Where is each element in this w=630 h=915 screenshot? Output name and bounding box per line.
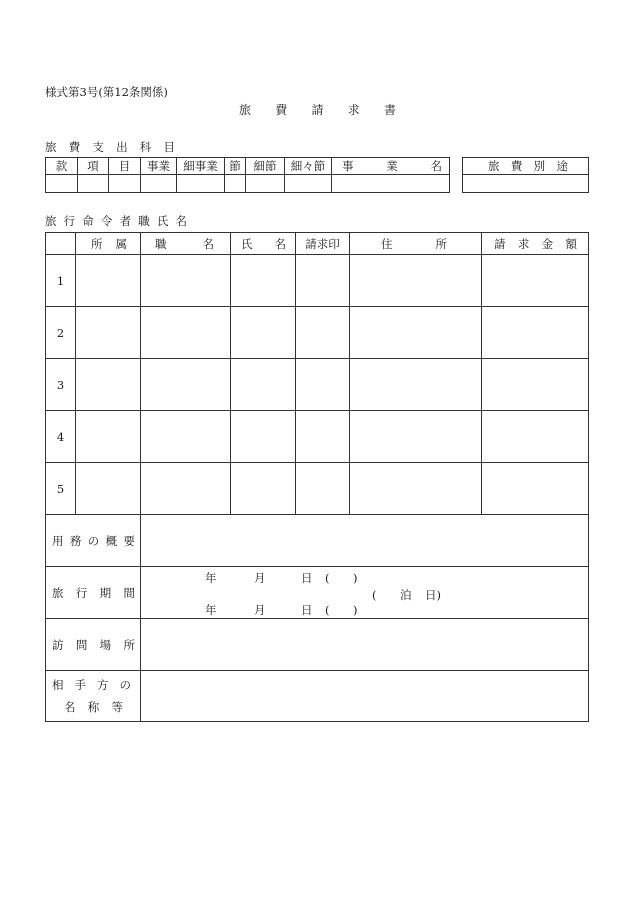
traveler-header-row-number [46, 233, 76, 255]
expense-cell-sai-jigyou [177, 175, 225, 193]
position-cell [141, 307, 231, 359]
department-cell [76, 359, 141, 411]
start-month-label: 月 [254, 571, 266, 585]
expense-header-sai-jigyou: 細事業 [177, 158, 225, 175]
start-year-label: 年 [205, 571, 217, 585]
expense-account-table [45, 157, 450, 193]
traveler-row [46, 307, 589, 359]
purpose-label: 用 務 の 概 要 [46, 515, 141, 567]
place-row [46, 619, 589, 671]
counterpart-row [46, 671, 589, 722]
address-cell [350, 307, 482, 359]
counterpart-label-line1: 相 手 方 の [52, 678, 131, 692]
counterpart-label [46, 671, 141, 722]
traveler-header-amount: 請 求 金 額 [482, 233, 589, 255]
name-cell [231, 359, 296, 411]
start-weekday-paren-open: ( [325, 571, 330, 585]
end-year-label: 年 [205, 603, 217, 617]
name-cell [231, 255, 296, 307]
expense-header-setsu: 節 [225, 158, 246, 175]
separate-expense-data-row [463, 175, 589, 193]
separate-expense-table [462, 157, 589, 193]
start-weekday-paren-close: ) [353, 571, 358, 585]
amount-cell [482, 411, 589, 463]
place-label: 訪 問 場 所 [46, 619, 141, 671]
traveler-header-position: 職 名 [141, 233, 231, 255]
department-cell [76, 463, 141, 515]
name-cell [231, 463, 296, 515]
counterpart-label-line2: 名 称 等 [64, 700, 123, 714]
department-cell [76, 255, 141, 307]
traveler-section-label: 旅 行 命 令 者 職 氏 名 [45, 214, 187, 228]
nights-label: 泊 [400, 588, 412, 602]
amount-cell [482, 359, 589, 411]
end-month-label: 月 [254, 603, 266, 617]
expense-header-saisaisetsu: 細々節 [285, 158, 332, 175]
separate-expense-cell [463, 175, 589, 193]
seal-cell [296, 307, 350, 359]
start-day-label: 日 [301, 571, 313, 585]
separate-expense-header-row [463, 158, 589, 175]
department-cell [76, 307, 141, 359]
seal-cell [296, 255, 350, 307]
seal-cell [296, 411, 350, 463]
period-row [46, 567, 589, 619]
address-cell [350, 359, 482, 411]
traveler-header-department: 所 属 [76, 233, 141, 255]
expense-cell-kan [46, 175, 78, 193]
expense-header-kou: 項 [78, 158, 109, 175]
traveler-table [45, 232, 589, 722]
position-cell [141, 255, 231, 307]
expense-section-label: 旅 費 支 出 科 目 [45, 140, 175, 154]
traveler-header-name: 氏 名 [231, 233, 296, 255]
position-cell [141, 359, 231, 411]
traveler-row [46, 255, 589, 307]
expense-cell-jigyou [141, 175, 177, 193]
seal-cell [296, 359, 350, 411]
expense-cell-kou [78, 175, 109, 193]
period-cell [141, 567, 589, 619]
expense-cell-project-name [332, 175, 450, 193]
row-number: 3 [46, 359, 76, 411]
expense-header-row [46, 158, 450, 175]
amount-cell [482, 307, 589, 359]
position-cell [141, 463, 231, 515]
traveler-header-row [46, 233, 589, 255]
expense-cell-saisaisetsu [285, 175, 332, 193]
row-number: 5 [46, 463, 76, 515]
row-number: 1 [46, 255, 76, 307]
traveler-row [46, 359, 589, 411]
end-weekday-paren-close: ) [353, 603, 358, 617]
address-cell [350, 463, 482, 515]
address-cell [350, 411, 482, 463]
end-weekday-paren-open: ( [325, 603, 330, 617]
traveler-header-seal: 請求印 [296, 233, 350, 255]
row-number: 4 [46, 411, 76, 463]
form-number: 様式第3号(第12条関係) [45, 85, 168, 99]
counterpart-cell [141, 671, 589, 722]
expense-header-kan: 款 [46, 158, 78, 175]
page-title: 旅 費 請 求 書 [239, 103, 396, 117]
amount-cell [482, 463, 589, 515]
address-cell [350, 255, 482, 307]
purpose-row [46, 515, 589, 567]
duration-paren-open: ( [372, 588, 377, 602]
traveler-row [46, 463, 589, 515]
department-cell [76, 411, 141, 463]
days-label: 日) [425, 588, 441, 602]
expense-header-moku: 目 [109, 158, 141, 175]
expense-cell-moku [109, 175, 141, 193]
traveler-header-address: 住 所 [350, 233, 482, 255]
place-cell [141, 619, 589, 671]
expense-header-saisetsu: 細節 [246, 158, 285, 175]
amount-cell [482, 255, 589, 307]
period-label: 旅 行 期 間 [46, 567, 141, 619]
name-cell [231, 411, 296, 463]
position-cell [141, 411, 231, 463]
expense-header-project-name: 事 業 名 [332, 158, 450, 175]
expense-cell-saisetsu [246, 175, 285, 193]
traveler-row [46, 411, 589, 463]
seal-cell [296, 463, 350, 515]
purpose-cell [141, 515, 589, 567]
expense-header-jigyou: 事業 [141, 158, 177, 175]
name-cell [231, 307, 296, 359]
separate-expense-header: 旅 費 別 途 [463, 158, 589, 175]
row-number: 2 [46, 307, 76, 359]
expense-cell-setsu [225, 175, 246, 193]
period-content [141, 567, 588, 618]
end-day-label: 日 [301, 603, 313, 617]
expense-data-row [46, 175, 450, 193]
